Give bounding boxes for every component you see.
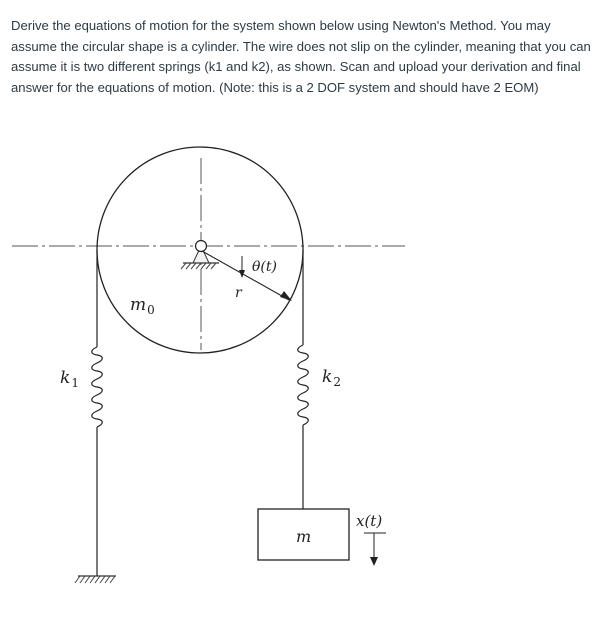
pivot-support	[181, 241, 219, 270]
spring-k1	[92, 250, 103, 576]
k2-label: $k_2$	[322, 367, 341, 389]
spring-k2	[298, 250, 309, 509]
theta-label: θ(t)	[252, 259, 277, 275]
radius-arrow	[202, 251, 292, 301]
k1-label: $k_1$	[60, 368, 79, 390]
mechanical-system-figure	[0, 130, 600, 636]
x-label: x(t)	[356, 512, 383, 530]
problem-statement: Derive the equations of motion for the system shown below using Newton's Method. You may assume the circular shape is a cylinder. The wire does not slip on the cylinder, meaning that you can assume it is two different springs (k1 and k2), as shown. Scan and upload your derivation and final answer for the equations of motion. (Note: this is a 2 DOF system and should have 2 EOM)	[11, 18, 591, 95]
mass-label: m	[296, 527, 312, 546]
radius-label: r	[235, 285, 242, 301]
ground-k1	[75, 576, 116, 583]
m0-label: $m_0$	[130, 295, 155, 317]
x-displacement-arrow	[364, 533, 386, 566]
